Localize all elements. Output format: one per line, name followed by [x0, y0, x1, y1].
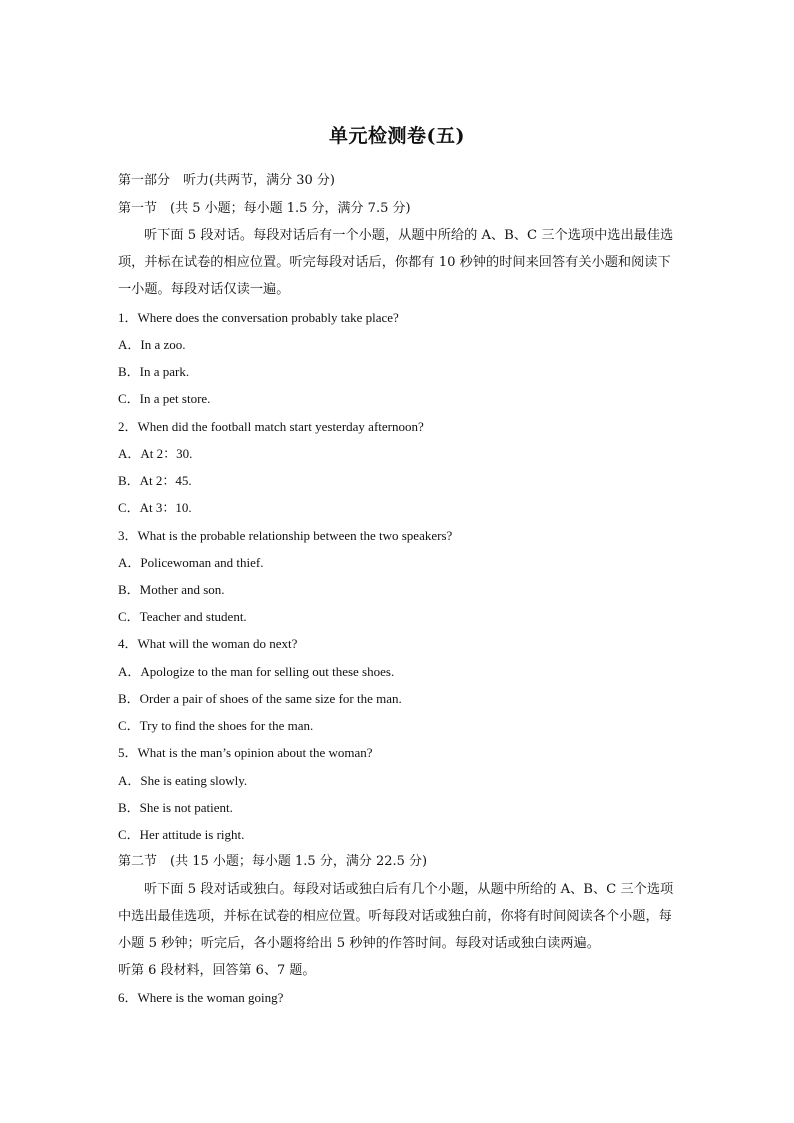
- question-2-option-b: B．At 2：45.: [118, 473, 192, 488]
- question-1-option-a: A．In a zoo.: [118, 337, 186, 352]
- question-1-option-b: B．In a park.: [118, 364, 190, 379]
- part1-heading: 第一部分 听力(共两节，满分 30 分): [118, 173, 335, 188]
- question-3-option-c: C．Teacher and student.: [118, 609, 247, 624]
- question-3-option-a: A．Policewoman and thief.: [118, 555, 264, 570]
- question-2-option-a: A．At 2：30.: [118, 446, 193, 461]
- question-3-option-b: B．Mother and son.: [118, 582, 225, 597]
- section1-heading: 第一节 (共 5 小题；每小题 1.5 分，满分 7.5 分): [118, 201, 411, 216]
- question-5-option-a: A．She is eating slowly.: [118, 773, 248, 788]
- question-1-option-c: C．In a pet store.: [118, 391, 211, 406]
- question-6-stem: 6．Where is the woman going?: [118, 990, 284, 1005]
- question-4-option-c: C．Try to find the shoes for the man.: [118, 718, 314, 733]
- page-title: 单元检测卷(五): [329, 125, 465, 147]
- material-6-heading: 听第 6 段材料，回答第 6、7 题。: [118, 963, 316, 978]
- question-1-stem: 1．Where does the conversation probably take place?: [118, 310, 399, 325]
- question-4-stem: 4．What will the woman do next?: [118, 636, 298, 651]
- question-5-option-c: C．Her attitude is right.: [118, 827, 245, 842]
- section1-instructions: 听下面 5 段对话。每段对话后有一个小题，从题中所给的 A、B、C 三个选项中选出最佳选项，并标在试卷的相应位置。听完每段对话后，你都有 10 秒钟的时间来回答有关小题和阅读下一小题。每段对话仅读一遍。: [118, 228, 674, 297]
- section2-heading: 第二节 (共 15 小题；每小题 1.5 分，满分 22.5 分): [118, 854, 428, 869]
- question-4-option-a: A．Apologize to the man for selling out these shoes.: [118, 664, 395, 679]
- section2-instructions: 听下面 5 段对话或独白。每段对话或独白后有几个小题，从题中所给的 A、B、C 三个选项中选出最佳选项，并标在试卷的相应位置。听每段对话或独白前，你将有时间阅读各个小题，每小题 5 秒钟；听完后，各小题将给出 5 秒钟的作答时间。每段对话或独白读两遍。: [118, 882, 674, 951]
- question-2-stem: 2．When did the football match start yesterday afternoon?: [118, 419, 424, 434]
- question-4-option-b: B．Order a pair of shoes of the same size for the man.: [118, 691, 402, 706]
- question-5-option-b: B．She is not patient.: [118, 800, 233, 815]
- question-5-stem: 5．What is the man’s opinion about the woman?: [118, 745, 373, 760]
- question-2-option-c: C．At 3：10.: [118, 500, 192, 515]
- question-3-stem: 3．What is the probable relationship between the two speakers?: [118, 528, 453, 543]
